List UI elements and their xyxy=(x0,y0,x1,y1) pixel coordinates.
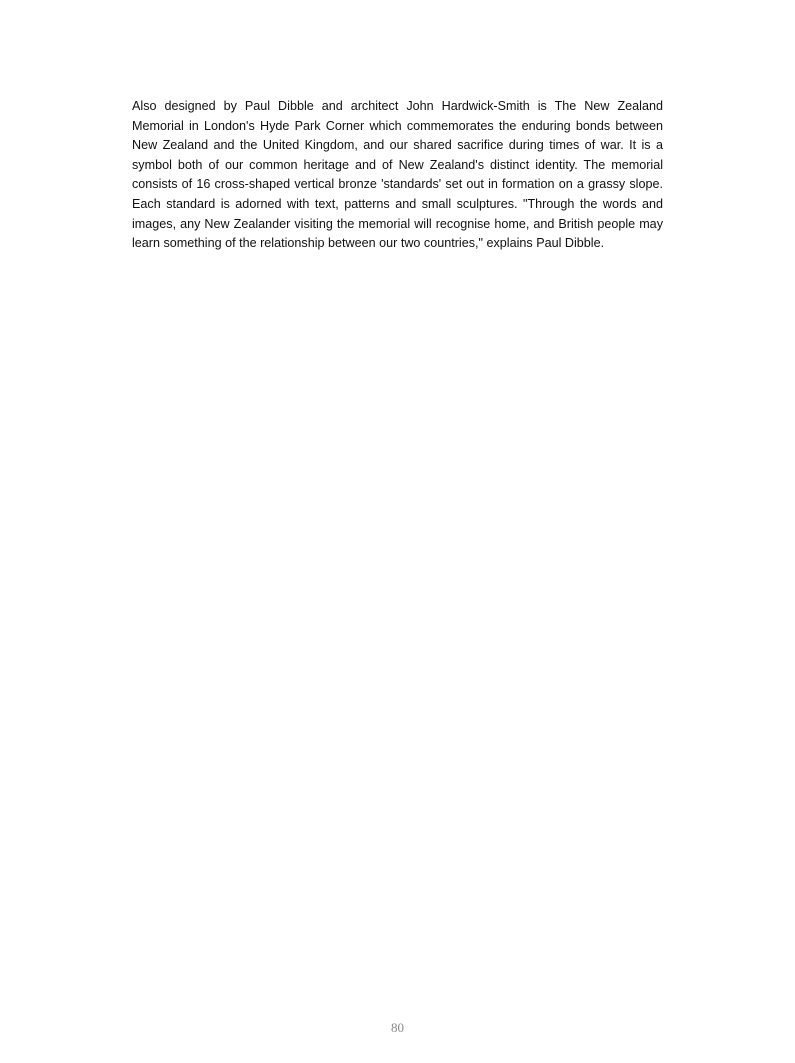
page-number: 80 xyxy=(391,1020,404,1035)
body-paragraph: Also designed by Paul Dibble and architect John Hardwick-Smith is The New Zealand Memorial in London's Hyde Park Corner which commemorates the enduring bonds between New Zealand and the United Kingdom, and our shared sacrifice during times of war. It is a symbol both of our common heritage and of New Zealand's distinct identity. The memorial consists of 16 cross-shaped vertical bronze 'standards' set out in formation on a grassy slope. Each standard is adorned with text, patterns and small sculptures. "Through the words and images, any New Zealander visiting the memorial will recognise home, and British people may learn something of the relationship between our two countries," explains Paul Dibble. xyxy=(132,99,663,251)
